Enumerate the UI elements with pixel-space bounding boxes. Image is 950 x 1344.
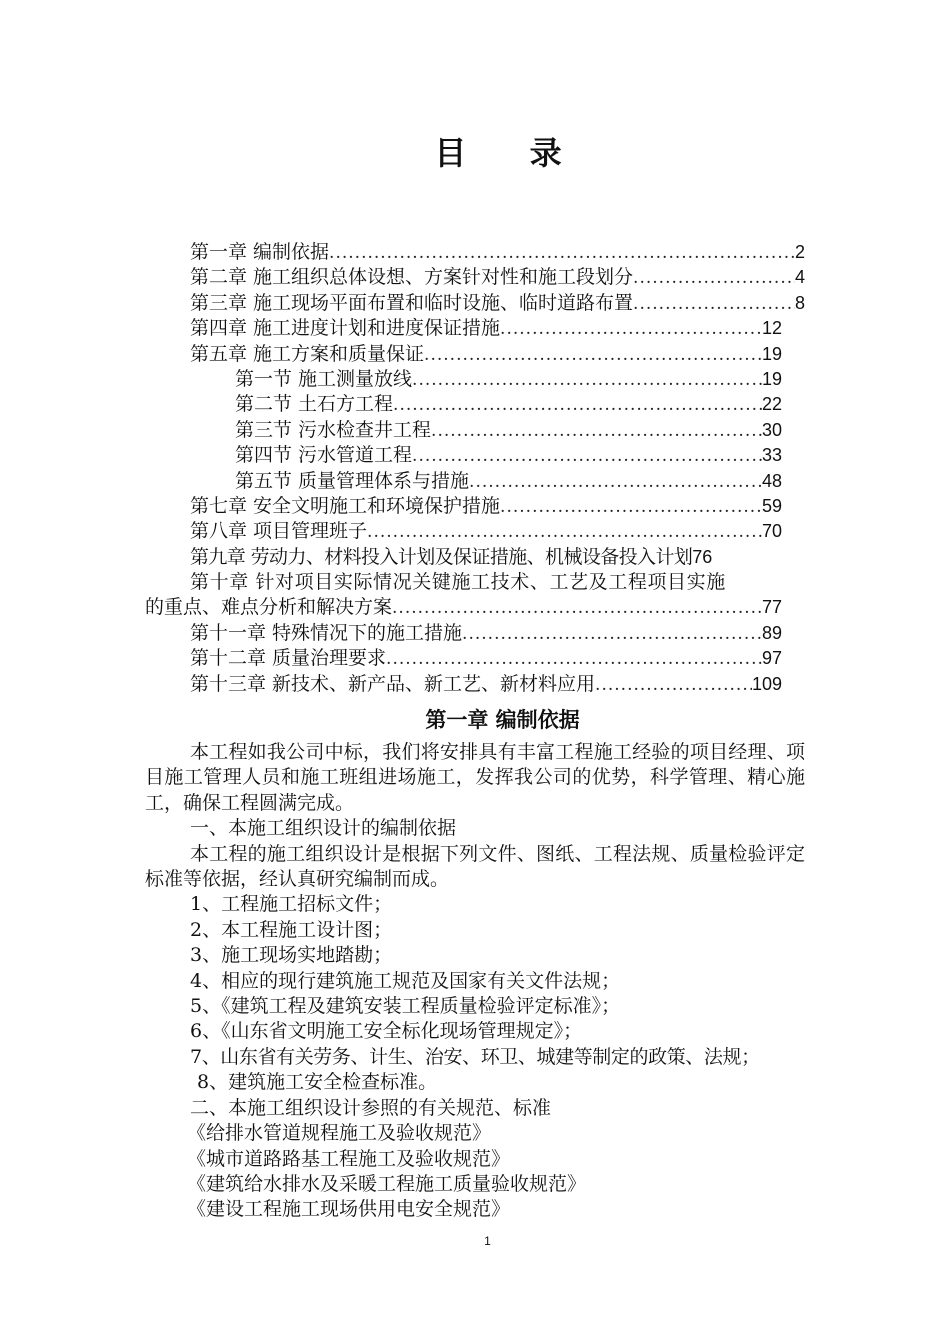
chapter-body	[145, 740, 805, 1223]
toc-entry[interactable]	[145, 291, 805, 316]
toc-entry-label: 第二章 施工组织总体设想、方案针对性和施工段划分	[190, 266, 634, 289]
toc-leader-dots	[431, 419, 762, 444]
toc-entry-label: 第四章 施工进度计划和进度保证措施	[190, 317, 501, 340]
toc-entry-label: 第四节 污水管道工程	[235, 444, 413, 467]
section-title: 二、本施工组织设计参照的有关规范、标准	[190, 1096, 552, 1119]
toc-entry-page: 8	[794, 292, 805, 313]
basis-item: 3、施工现场实地踏勘；	[190, 944, 393, 967]
toc-entry[interactable]	[145, 570, 805, 595]
standard-item: 《城市道路路基工程施工及验收规范》	[187, 1147, 511, 1170]
toc-entry-page: 33	[761, 445, 782, 466]
chapter-heading: 第一章 编制依据	[425, 708, 580, 732]
toc-title: 目 录	[434, 134, 588, 172]
toc-entry[interactable]	[145, 545, 805, 570]
standard-item: 《建设工程施工现场供用电安全规范》	[187, 1198, 511, 1221]
toc-leader-dots	[412, 444, 762, 469]
toc-entry-label: 第三节 污水检查井工程	[235, 418, 432, 441]
toc-entry-label: 第三章 施工现场平面布置和临时设施、临时道路布置	[190, 291, 634, 314]
section-paragraph: 本工程的施工组织设计是根据下列文件、图纸、工程法规、质量检验评定标准等依据，经认真研究编制而成。	[145, 842, 805, 891]
toc-entry-label: 第九章 劳动力、材料投入计划及保证措施、机械设备投入计划	[190, 545, 693, 568]
toc-entry[interactable]	[145, 316, 805, 341]
toc-entry-page: 2	[794, 242, 805, 262]
toc-entry-page: 89	[761, 622, 782, 643]
table-of-contents	[145, 240, 805, 697]
basis-item: 8、建筑施工安全检查标准。	[197, 1071, 438, 1094]
standard-item: 《给排水管道规程施工及验收规范》	[187, 1122, 492, 1145]
toc-entry-page: 19	[761, 343, 782, 364]
toc-entry[interactable]	[145, 621, 805, 646]
basis-item: 5、《建筑工程及建筑安装工程质量检验评定标准》；	[190, 995, 621, 1018]
toc-entry[interactable]	[145, 418, 805, 443]
toc-leader-dots	[424, 343, 762, 368]
toc-entry[interactable]	[145, 392, 805, 417]
toc-entry[interactable]	[145, 367, 805, 392]
basis-item: 2、本工程施工设计图；	[190, 918, 393, 941]
toc-entry-page: 77	[761, 597, 782, 618]
toc-leader-dots	[329, 241, 795, 266]
toc-leader-dots	[462, 622, 762, 647]
toc-leader-dots	[595, 673, 752, 698]
toc-entry-label: 第十一章 特殊情况下的施工措施	[190, 621, 463, 644]
basis-item: 4、相应的现行建筑施工规范及国家有关文件法规；	[190, 969, 621, 992]
toc-entry-label: 第一章 编制依据	[190, 241, 330, 263]
basis-item: 7、山东省有关劳务、计生、治安、环卫、城建等制定的政策、法规；	[190, 1045, 760, 1068]
toc-entry-page: 70	[761, 521, 782, 542]
toc-leader-dots	[633, 292, 795, 317]
toc-leader-dots	[500, 317, 762, 342]
toc-entry-page: 22	[761, 394, 782, 415]
toc-entry-label: 第五章 施工方案和质量保证	[190, 342, 425, 365]
toc-leader-dots	[386, 647, 762, 672]
toc-entry-page: 59	[761, 495, 782, 516]
toc-entry[interactable]	[145, 240, 805, 265]
toc-entry-page: 12	[761, 318, 782, 339]
toc-entry[interactable]	[145, 265, 805, 290]
basis-item: 1、工程施工招标文件；	[190, 893, 393, 916]
toc-entry-label: 的重点、难点分析和解决方案	[145, 596, 393, 619]
toc-leader-dots	[469, 470, 762, 495]
toc-entry[interactable]	[145, 342, 805, 367]
toc-entry-label: 第十二章 质量治理要求	[190, 647, 387, 670]
toc-entry[interactable]	[145, 494, 805, 519]
toc-entry-label: 第五节 质量管理体系与措施	[235, 469, 470, 492]
toc-leader-dots	[500, 495, 762, 520]
basis-item: 6、《山东省文明施工安全标化现场管理规定》；	[190, 1020, 583, 1043]
toc-entry-label: 第十三章 新技术、新产品、新工艺、新材料应用	[190, 672, 596, 695]
toc-leader-dots	[412, 368, 762, 393]
toc-leader-dots	[633, 266, 795, 291]
toc-entry[interactable]	[145, 469, 805, 494]
toc-entry-page: 76	[692, 546, 713, 567]
toc-entry[interactable]	[145, 519, 805, 544]
toc-entry-label: 第二节 土石方工程	[235, 393, 394, 416]
toc-entry-label: 第八章 项目管理班子	[190, 520, 368, 543]
toc-entry-page: 19	[761, 368, 782, 389]
section-title: 一、本施工组织设计的编制依据	[190, 817, 457, 840]
toc-entry-continuation[interactable]	[145, 595, 805, 620]
toc-entry-page: 97	[761, 648, 782, 669]
toc-entry-label: 第七章 安全文明施工和环境保护措施	[190, 494, 501, 517]
toc-leader-dots	[393, 393, 762, 418]
toc-leader-dots	[392, 596, 762, 621]
toc-entry[interactable]	[145, 646, 805, 671]
toc-entry-page: 30	[761, 419, 782, 440]
toc-entry-label: 第一节 施工测量放线	[235, 367, 413, 390]
toc-entry-page: 4	[794, 267, 805, 288]
toc-leader-dots	[367, 520, 762, 545]
toc-entry[interactable]	[145, 672, 805, 697]
toc-entry-page: 109	[751, 673, 782, 694]
toc-entry-page: 48	[761, 470, 782, 491]
intro-paragraph: 本工程如我公司中标，我们将安排具有丰富工程施工经验的项目经理、项目施工管理人员和施工班组进场施工，发挥我公司的优势，科学管理、精心施工，确保工程圆满完成。	[145, 741, 805, 814]
toc-entry-label: 第十章 针对项目实际情况关键施工技术、工艺及工程项目实施	[190, 571, 726, 594]
page-number: 1	[484, 1234, 491, 1248]
standard-item: 《建筑给水排水及采暖工程施工质量验收规范》	[187, 1172, 587, 1195]
toc-entry[interactable]	[145, 443, 805, 468]
